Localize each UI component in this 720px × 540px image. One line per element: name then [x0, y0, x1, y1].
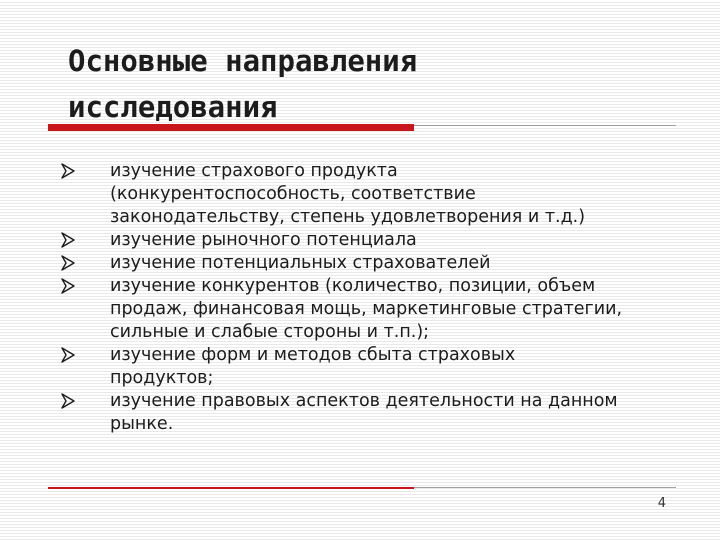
bullet-text-line: изучение конкурентов (количество, позиции, объем [110, 276, 596, 296]
footer-accent-bar [48, 487, 414, 489]
bullet-item [60, 160, 690, 229]
bullet-item [60, 229, 690, 252]
bullet-text-line: изучение рыночного потенциала [110, 230, 417, 250]
arrowhead-bullet-icon [60, 347, 76, 363]
title-accent-bar [48, 124, 414, 131]
arrowhead-bullet-icon [60, 232, 76, 248]
bullet-item [60, 275, 690, 344]
arrowhead-bullet-icon [60, 278, 76, 294]
arrowhead-bullet-icon [60, 163, 76, 179]
bullet-text-line: продуктов; [110, 368, 214, 388]
bullet-text [110, 275, 690, 344]
bullet-text [110, 390, 690, 436]
slide-title-line: исследования [68, 90, 278, 124]
bullet-text [110, 160, 690, 229]
page-number: 4 [657, 496, 666, 511]
arrowhead-bullet-icon [60, 393, 76, 409]
bullet-item [60, 390, 690, 436]
bullet-text [110, 229, 690, 252]
slide-title [68, 38, 668, 130]
bullet-text-line: (конкурентоспособность, соответствие [110, 184, 476, 204]
bullet-text-line: продаж, финансовая мощь, маркетинговые стратегии, [110, 299, 623, 319]
bullet-text-line: рынке. [110, 414, 174, 434]
bullet-text-line: сильные и слабые стороны и т.п.); [110, 322, 430, 342]
arrowhead-bullet-icon [60, 255, 76, 271]
slide-title-line: Основные направления [68, 44, 418, 78]
bullet-text-line: изучение форм и методов сбыта страховых [110, 345, 516, 365]
bullet-text-line: изучение страхового продукта [110, 161, 398, 181]
bullet-text [110, 344, 690, 390]
bullet-item [60, 252, 690, 275]
bullet-text [110, 252, 690, 275]
bullet-item [60, 344, 690, 390]
bullet-text-line: изучение правовых аспектов деятельности на данном [110, 391, 618, 411]
bullet-text-line: законодательству, степень удовлетворения и т.д.) [110, 207, 586, 227]
bullet-list [60, 160, 690, 436]
bullet-text-line: изучение потенциальных страхователей [110, 253, 491, 273]
